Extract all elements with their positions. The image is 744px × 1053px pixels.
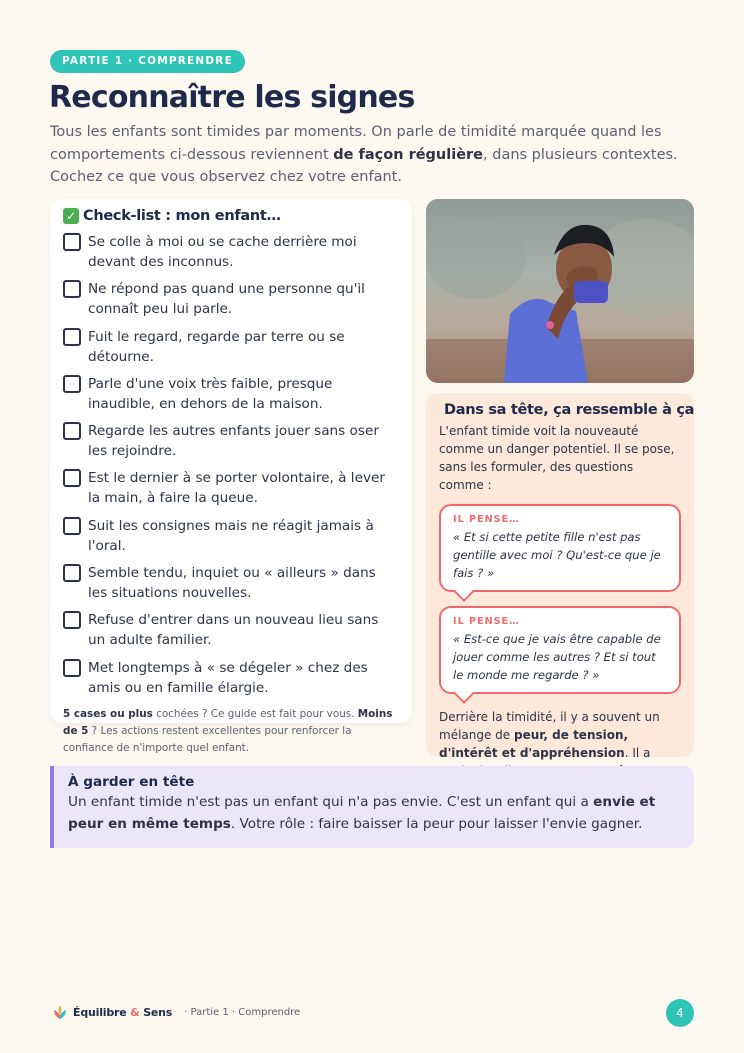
checklist-item[interactable] [63, 468, 399, 508]
child-hiding-face-photo [426, 199, 694, 383]
checklist-item[interactable] [63, 516, 399, 556]
thought-bubble-label: IL PENSE… [453, 514, 520, 525]
checklist-item-label: Suit les consignes mais ne réagit jamais à l'oral. [88, 517, 374, 554]
checklist-item-label: Regarde les autres enfants jouer sans oser les rejoindre. [88, 423, 379, 460]
checkbox[interactable] [63, 469, 81, 487]
checkbox[interactable] [63, 375, 81, 393]
checklist-item[interactable] [63, 421, 399, 461]
checklist-item-label: Ne répond pas quand une personne qu'il connaît peu lui parle. [88, 281, 365, 318]
checklist-item[interactable] [63, 610, 399, 650]
footer [53, 1004, 300, 1020]
checkbox[interactable] [63, 517, 81, 535]
checklist-item-label: Semble tendu, inquiet ou « ailleurs » dans les situations nouvelles. [88, 565, 376, 602]
head-card [426, 393, 695, 760]
checklist-item[interactable] [63, 563, 399, 603]
check-mark-icon: ✓ [63, 208, 79, 224]
checkbox[interactable] [63, 328, 81, 346]
brand-logo-icon [53, 1004, 67, 1020]
checkbox[interactable] [63, 659, 81, 677]
thought-bubble-quote: « Et si cette petite fille n'est pas gentille avec moi ? Qu'est-ce que je fais ? » [453, 530, 661, 580]
checklist-note: 5 cases ou plus cochées ? Ce guide est fait pour vous. Moins de 5 ? Les actions restent excellentes pour renforcer la confiance de n'importe quel enfant. [63, 707, 393, 754]
brand-name: Équilibre & Sens [73, 1005, 173, 1019]
thought-bubble-quote: « Est-ce que je vais être capable de jouer comme les autres ? Et si tout le monde me regarde ? » [453, 632, 661, 682]
checkbox[interactable] [63, 280, 81, 298]
checkbox[interactable] [63, 422, 81, 440]
checklist-title: ✓ Check-list : mon enfant… [63, 208, 399, 224]
checklist-item[interactable] [63, 374, 399, 414]
checklist-item-label: Fuit le regard, regarde par terre ou se détourne. [88, 328, 345, 365]
callout-title: À garder en tête [68, 774, 195, 790]
checklist-item-label: Se colle à moi ou se cache derrière moi devant des inconnus. [88, 234, 357, 270]
checklist-item[interactable] [63, 232, 399, 272]
callout-text: Un enfant timide n'est pas un enfant qui n'a pas envie. C'est un enfant qui a envie et peur en même temps. Votre rôle : faire baisser la peur pour laisser l'envie gagner. [68, 794, 656, 832]
head-card-outro: Derrière la timidité, il y a souvent un mélange de peur, de tension, d'intérêt et d'appréhension. Il a [439, 710, 660, 760]
intro-paragraph: Tous les enfants sont timides par moments. On parle de timidité marquée quand les comportements ci-dessous reviennent de façon régulière, dans plusieurs contextes. Cochez ce que vous observez chez votre enfant. [50, 124, 678, 185]
checkbox[interactable] [63, 564, 81, 582]
checklist-item[interactable] [63, 327, 399, 367]
checklist-item-label: Met longtemps à « se dégeler » chez des amis ou en famille élargie. [88, 659, 368, 696]
head-card-title: Dans sa tête, ça ressemble à ça [444, 402, 695, 418]
footer-section: · Partie 1 · Comprendre [184, 1006, 301, 1018]
checklist [63, 232, 399, 698]
checklist-card [50, 199, 412, 754]
checklist-item-label: Refuse d'entrer dans un nouveau lieu sans un adulte familier. [88, 612, 379, 649]
thought-bubble [439, 504, 681, 592]
page-title: Reconnaître les signes [49, 80, 415, 115]
checkbox[interactable] [63, 611, 81, 629]
checklist-item[interactable] [63, 658, 399, 698]
checklist-item-label: Parle d'une voix très faible, presque inaudible, en dehors de la maison. [88, 375, 333, 412]
intro-emphasis: de façon régulière [333, 146, 484, 163]
section-badge: PARTIE 1 · COMPRENDRE [50, 50, 245, 73]
page-number: 4 [666, 999, 694, 1027]
checklist-item[interactable] [63, 279, 399, 319]
head-card-intro: L'enfant timide voit la nouveauté comme un danger potentiel. Il se pose, sans les formuler, des questions comme : [439, 424, 675, 492]
checklist-item-label: Est le dernier à se porter volontaire, à lever la main, à faire la queue. [88, 470, 385, 507]
checkbox[interactable] [63, 233, 81, 251]
thought-bubble [439, 606, 681, 694]
keep-in-mind-callout [50, 766, 694, 848]
thought-bubble-label: IL PENSE… [453, 616, 520, 627]
